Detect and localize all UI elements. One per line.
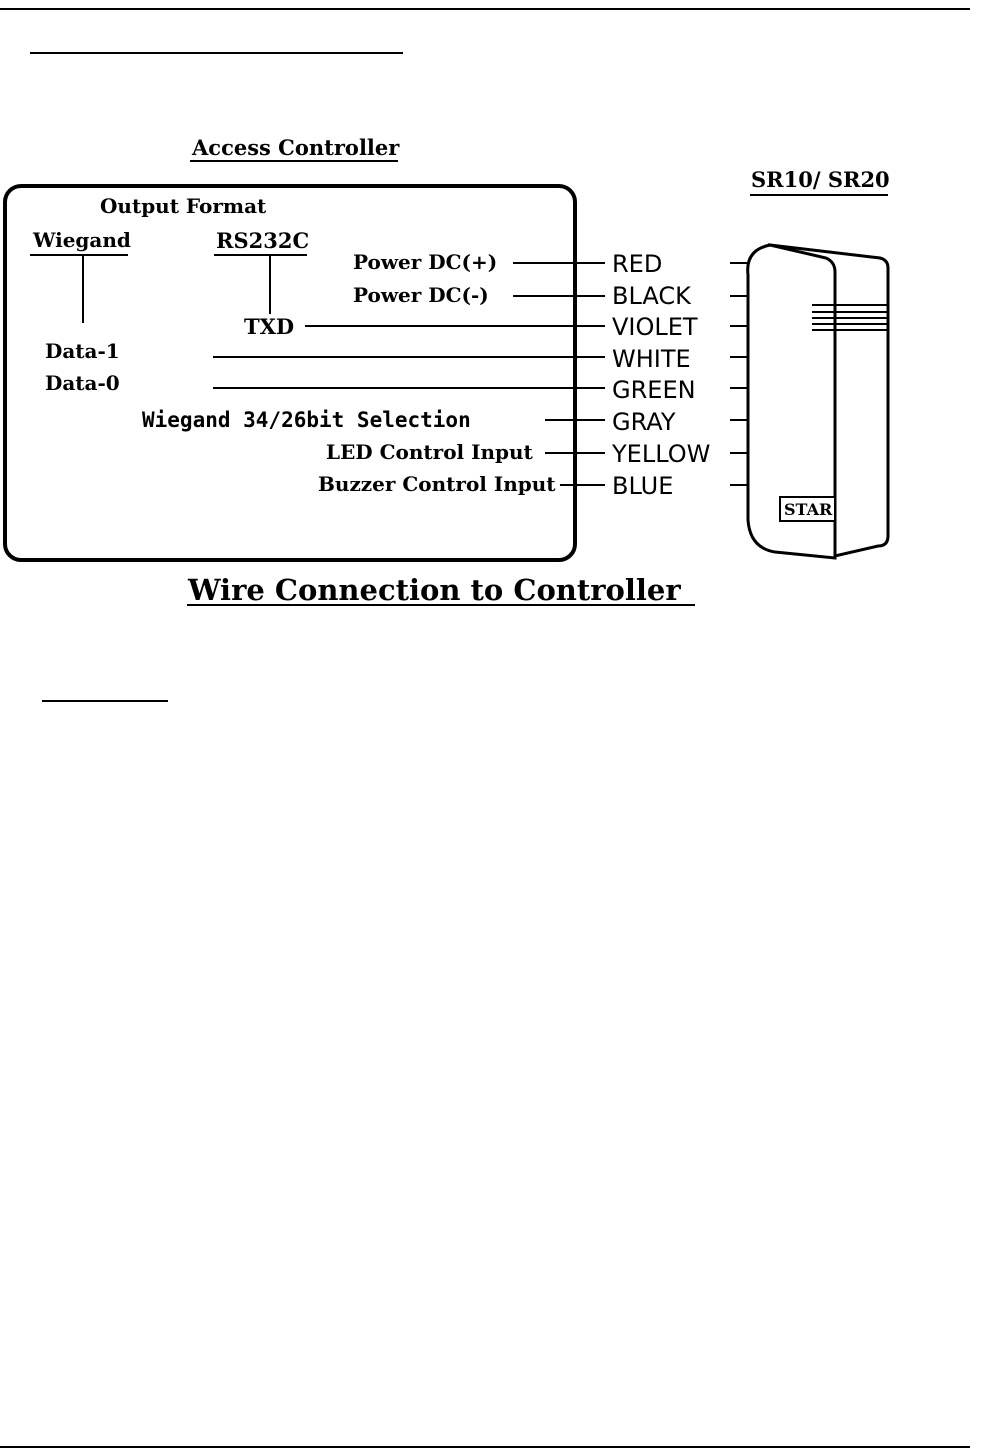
wire-color-labels bbox=[611, 250, 710, 500]
data0-label: Data-0 bbox=[45, 371, 120, 395]
power-pos-label: Power DC(+) bbox=[353, 250, 498, 274]
wire-connection-diagram bbox=[0, 0, 996, 640]
wire-label-violet: VIOLET bbox=[612, 313, 698, 341]
rs232c-label: RS232C bbox=[216, 228, 310, 253]
reader-title: SR10/ SR20 bbox=[751, 167, 890, 192]
wiegand-selection-label: Wiegand 34/26bit Selection bbox=[142, 408, 471, 432]
wire-label-black: BLACK bbox=[612, 282, 691, 310]
wire-label-yellow: YELLOW bbox=[612, 440, 711, 468]
wiegand-label: Wiegand bbox=[33, 228, 131, 252]
buzzer-control-label: Buzzer Control Input bbox=[318, 472, 556, 496]
wire-label-green: GREEN bbox=[612, 376, 696, 404]
wire-label-white: WHITE bbox=[612, 345, 691, 373]
power-neg-label: Power DC(-) bbox=[353, 283, 489, 307]
wire-label-red: RED bbox=[612, 250, 663, 278]
wire-label-gray: GRAY bbox=[612, 408, 676, 436]
wire-label-blue: BLUE bbox=[612, 472, 674, 500]
subsection-heading-underline bbox=[42, 700, 168, 702]
led-control-label: LED Control Input bbox=[326, 440, 533, 464]
output-format-label: Output Format bbox=[100, 194, 267, 218]
reader-brand: STAR bbox=[784, 500, 833, 519]
bottom-rule bbox=[0, 1446, 970, 1448]
reader-device bbox=[748, 245, 888, 558]
controller-title: Access Controller bbox=[192, 135, 400, 160]
txd-label: TXD bbox=[244, 314, 295, 339]
diagram-caption: Wire Connection to Controller bbox=[188, 573, 681, 607]
data1-label: Data-1 bbox=[45, 339, 120, 363]
